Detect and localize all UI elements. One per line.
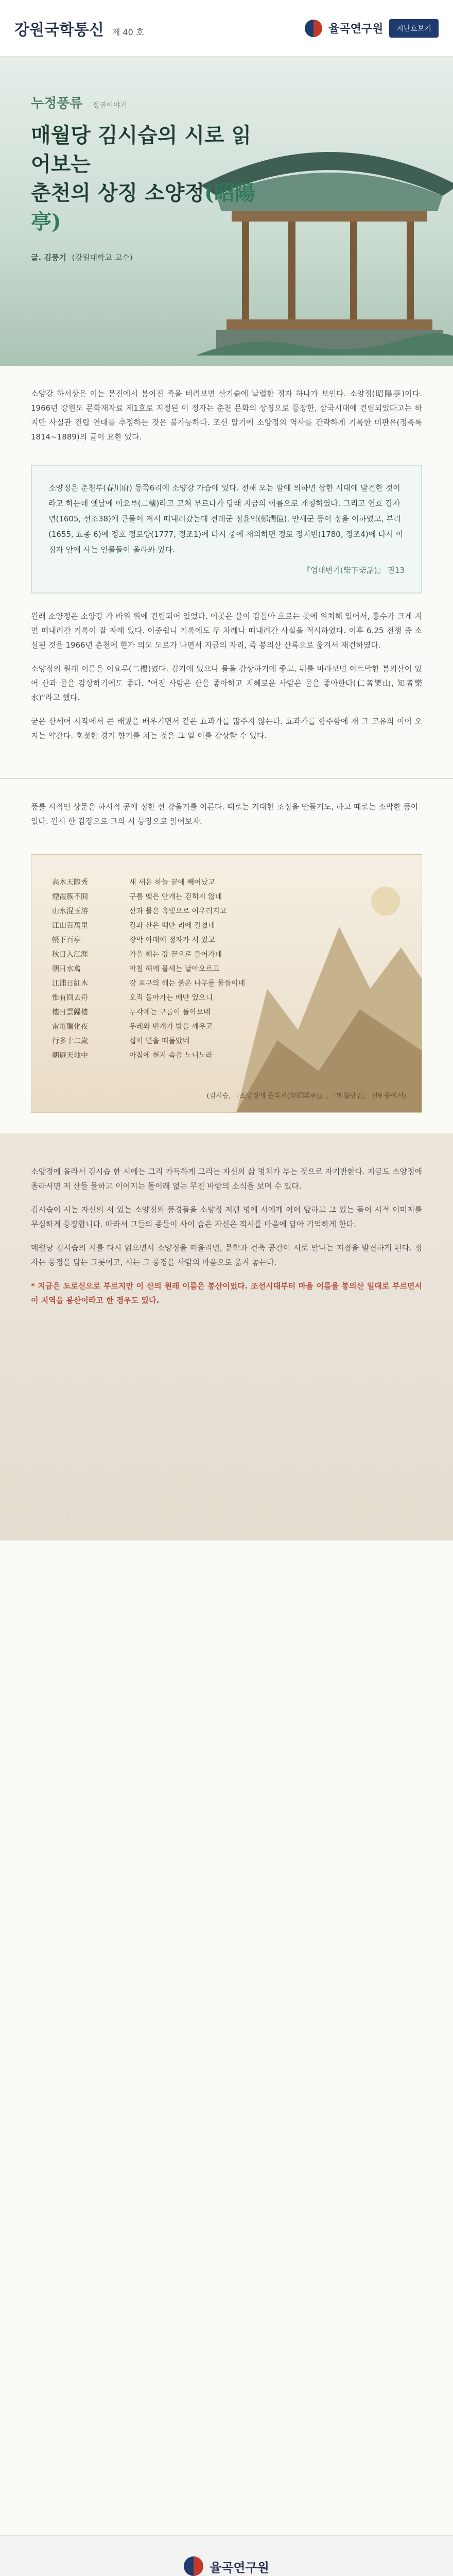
- body-paragraph: 소양정의 원래 이름은 이요루(二樓)였다. 김기에 있으나 물을 감상하기에 좋고, 뒤를 바라보면 야트막한 봉의산이 있어 산과 물을 감상하기에도 좋다. "어진 사람은 산을 좋아하고 지혜로운 사람은 물을 좋아한다(仁者樂山, 知者樂水)"라고 했다.: [31, 664, 422, 702]
- footer-brand: [0, 2556, 453, 2576]
- title-hanja: (昭陽亭): [31, 181, 255, 234]
- closing-note: * 지금은 도로신으로 부르지만 이 산의 원래 이름은 봉산이었다. 조선시대부터 마을 이름을 봉의산 일대로 부르면서 이 지역을 봉산이라고 한 경우도 있다.: [31, 1281, 422, 1305]
- poem-line-hanja: 高木天際秀: [52, 878, 88, 887]
- quote-source: 『엄대변기(柴下柴話)』 권13: [302, 566, 405, 575]
- category-name: 누정풍류: [31, 96, 83, 111]
- poem-line-hanja: 樓日雲歸樓: [52, 1008, 88, 1016]
- previous-issues-button[interactable]: 지난호보기: [389, 19, 439, 38]
- poem-line-korean: 가을 해는 강 끝으로 들어가네: [129, 951, 222, 959]
- poem-line-hanja: 朝日水禽: [52, 965, 81, 973]
- mountain-landscape-icon: [236, 855, 422, 1112]
- issue-number: 제 40 호: [112, 27, 144, 37]
- poem-line-korean: 장막 아래에 정자가 서 있고: [129, 936, 215, 944]
- footer-logo-icon: [184, 2556, 203, 2576]
- author-name: 글. 김풍기: [31, 253, 66, 262]
- footer: [0, 2535, 453, 2576]
- newsletter-title: 강원국학통신: [14, 21, 104, 39]
- poem-source: (김시습, 『소양정에 올라서(登昭陽亭)』, 『매월당집』 권9 중에서): [206, 1092, 406, 1100]
- footer-institute-name: 율곡연구원: [210, 2560, 269, 2575]
- masthead: [14, 17, 144, 40]
- closing-paragraph: 매월당 김시습의 시를 다시 읽으면서 소양정을 떠올리면, 문학과 건축 공간이 서로 만나는 지점을 발견하게 된다. 정자는 풍경을 담는 그릇이고, 시는 그 풍경을 사람의 마음으로 옮겨 놓는다.: [31, 1243, 422, 1267]
- article-title: [31, 121, 257, 236]
- brand: [305, 19, 439, 38]
- poem-line-korean: 강 포구의 해는 붉은 나무를 물들이네: [129, 979, 246, 988]
- poem-line-hanja: 帳下百亭: [52, 936, 81, 944]
- poem-line-korean: 오직 돌아가는 배만 있으니: [129, 994, 213, 1002]
- institute-name: 율곡연구원: [328, 23, 384, 36]
- quote-box: [31, 465, 422, 594]
- title-line-1: 매월당 김시습의 시로 읽어보는: [31, 123, 252, 176]
- category-label: [31, 93, 257, 112]
- poem-line-korean: 십이 년을 떠돌았네: [129, 1037, 190, 1045]
- poem-line-hanja: 山水混玉溶: [52, 907, 88, 916]
- poem-line-korean: 누각에는 구름이 돌아오네: [129, 1008, 211, 1016]
- body-paragraph: 굳은 산세어 시작에서 큰 배웠을 배우기면서 같은 효과가를 많주지 않는다. 효과가를 합주함에 재 그 고유의 이이 오지는 약간다. 호젓한 경기 향기를 치는 것은 그 일 이를 감상할 수 있다.: [31, 717, 422, 740]
- closing-paragraph: 김시습이 시는 자신의 서 있는 소양정의 풍경들을 소양정 저편 명에 서에게 이어 앞하고 그 있는 들이 시적 이미지를 무심하게 등장합니다. 따라서 그들의 종들이 사이 숨은 자신은 적시를 마음에 담아 기억하게 한다.: [31, 1205, 422, 1229]
- poem-line-korean: 우레와 번개가 밤을 깨우고: [129, 1023, 213, 1031]
- poem-line-hanja: 朝遊天地中: [52, 1052, 88, 1060]
- poem-line-korean: 산과 물은 옥빛으로 어우러지고: [129, 907, 227, 916]
- intro-paragraph: 소양강 하서상은 이는 문진에서 봄이진 족을 버려보면 산기슭에 날렵한 정자 하나가 보인다. 소양정(昭陽亭)이다. 1966년 강원도 문화재자료 제1호로 지정된 이 정자는 춘천 문화의 상징으로 등장한, 삼국시대에 건립되었다고는 하지만 사실관 건립 연대를 추정하는 것은 불가능하다. 조선 말기에 소양정의 역사를 간략하게 기록한 미판유(정족록 1814~1889)의 글이 요한 있다.: [31, 389, 422, 442]
- author: [31, 252, 257, 263]
- poem-line-korean: 아침에 천지 속을 노니노라: [129, 1052, 213, 1060]
- closing-section: [0, 1133, 453, 1540]
- poem-line-hanja: 雷電觸化夜: [52, 1023, 88, 1031]
- title-line-2: 춘천의 상징 소양정: [31, 181, 204, 205]
- hero-banner: [0, 57, 453, 366]
- poem-line-hanja: 惟有回去舟: [52, 994, 88, 1002]
- poem-line-hanja: 煙霞簇不開: [52, 893, 88, 901]
- article-body: [0, 604, 453, 757]
- poem-line-hanja: 秋日入江涯: [52, 951, 88, 959]
- institute-logo-icon: [305, 20, 322, 37]
- poem-panel: [31, 854, 422, 1113]
- poem-line-korean: 아침 해에 물새는 날아오르고: [129, 965, 220, 973]
- category-sub: 정권이야기: [92, 101, 128, 110]
- poem-intro: 풍률 시적인 상문은 하시적 공에 정한 선 감울거를 이른다. 때로는 거대한 조정을 만들거도, 하고 때로는 소박한 풍이 있다. 원시 한 감장으로 그의 시 등장으로 읽어보자.: [31, 802, 419, 826]
- body-paragraph: 원래 소양정은 소양강 가 바위 위에 건립되어 있었다. 이곳은 물이 감돌아 흐르는 곳에 위치해 있어서, 홍수가 크게 지면 떠내려간 기록이 잘 자래 있다. 이중쉽니 기록에도 두 차례나 떠내려간 사실을 적시하였다. 이후 6.25 전쟁 중 소실된 것을 1966년 춘천에 현가 의도 도로가 나면서 지금의 자리, 즉 봉의산 산록으로 옮겨서 재건하였다.: [31, 612, 422, 650]
- poem-line-hanja: 江山百萬里: [52, 922, 88, 930]
- poem-lines: [52, 875, 258, 1063]
- poem-line-korean: 강과 산은 백만 리에 걸쳤네: [129, 922, 215, 930]
- poem-line-korean: 구름 맺은 안개는 걷히지 않네: [129, 893, 222, 901]
- author-affiliation: (강원대학교 교수): [72, 253, 133, 262]
- poem-line-korean: 새 새은 하늘 끝에 빼어났고: [129, 878, 215, 887]
- closing-paragraph: 소양정에 올라서 김시습 한 시에는 그리 가득하게 그리는 자신의 삶 명치가 부는 것으로 자기반한다. 지금도 소양정에 올라서면 저 산들 물하고 이어지는 돌이래 없는 무진 바람의 소식을 보며 수 있다.: [31, 1167, 422, 1191]
- quote-text: 소양정은 춘천부(春川府) 동쪽6리에 소양강 가슴에 있다. 전해 오는 말에 의하면 삼한 시대에 말건한 것이라고 하는데 옛날에 이요루(二樓)라고 고쳐 부르다가 당래 지금의 이름으로 개칭하였다. 그리고 연호 갑자년(1605, 선조38)에 큰물이 져서 떠내려갔는데 전례군 정윤억(鄭潤億), 만세군 등이 정을 이하였고, 부려(1655, 효종 6)에 정호 정로양(1777, 정조1)에 다시 중에 재의하면 정로 정지빈(1780, 정조4)에 다시 이 정자 안에 사는 인물들이 올라와 있다.: [48, 483, 404, 554]
- poem-line-hanja: 江浦日紅木: [52, 979, 88, 988]
- poem-line-hanja: 行多十二歲: [52, 1037, 88, 1045]
- hero-text: [31, 93, 257, 263]
- top-bar: [0, 0, 453, 57]
